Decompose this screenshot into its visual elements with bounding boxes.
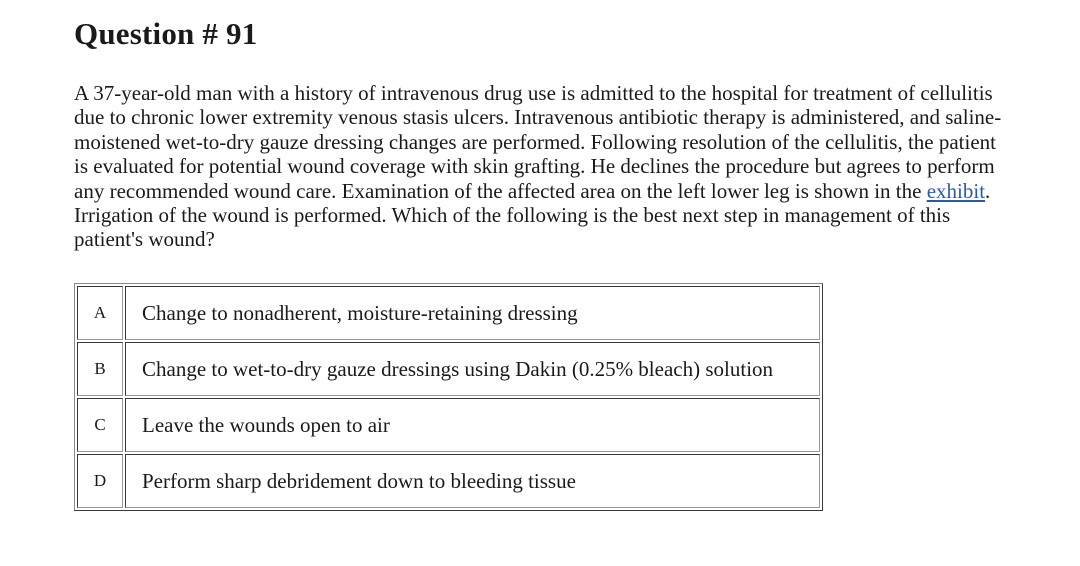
choice-text[interactable]: Change to nonadherent, moisture-retaining dressing <box>125 286 820 340</box>
choice-letter[interactable]: D <box>77 454 123 508</box>
answer-choices-table <box>74 283 823 511</box>
answer-choice-b[interactable] <box>77 342 820 396</box>
choice-letter[interactable]: B <box>77 342 123 396</box>
stem-text-after-link: . Irrigation of the wound is performed. Which of the following is the best next step in management of this patient's wound? <box>74 178 991 252</box>
choice-letter[interactable]: A <box>77 286 123 340</box>
answer-choice-c[interactable] <box>77 398 820 452</box>
choice-text[interactable]: Leave the wounds open to air <box>125 398 820 452</box>
answer-choice-a[interactable] <box>77 286 820 340</box>
choice-text[interactable]: Change to wet-to-dry gauze dressings using Dakin (0.25% bleach) solution <box>125 342 820 396</box>
answer-choice-d[interactable] <box>77 454 820 508</box>
question-stem <box>74 81 1004 252</box>
question-title: Question # 91 <box>74 16 258 51</box>
choice-letter[interactable]: C <box>77 398 123 452</box>
exhibit-link[interactable]: exhibit <box>926 178 986 203</box>
stem-text-before-link: A 37-year-old man with a history of intravenous drug use is admitted to the hospital for treatment of cellulitis due to chronic lower extremity venous stasis ulcers. Intravenous antibiotic therapy is administered, and saline-moistened wet-to-dry gauze dressing changes are performed. Following resolution of the cellulitis, the patient is evaluated for potential wound coverage with skin grafting. He declines the procedure but agrees to perform any recommended wound care. Examination of the affected area on the left lower leg is shown in the <box>74 81 1002 203</box>
choice-text[interactable]: Perform sharp debridement down to bleeding tissue <box>125 454 820 508</box>
